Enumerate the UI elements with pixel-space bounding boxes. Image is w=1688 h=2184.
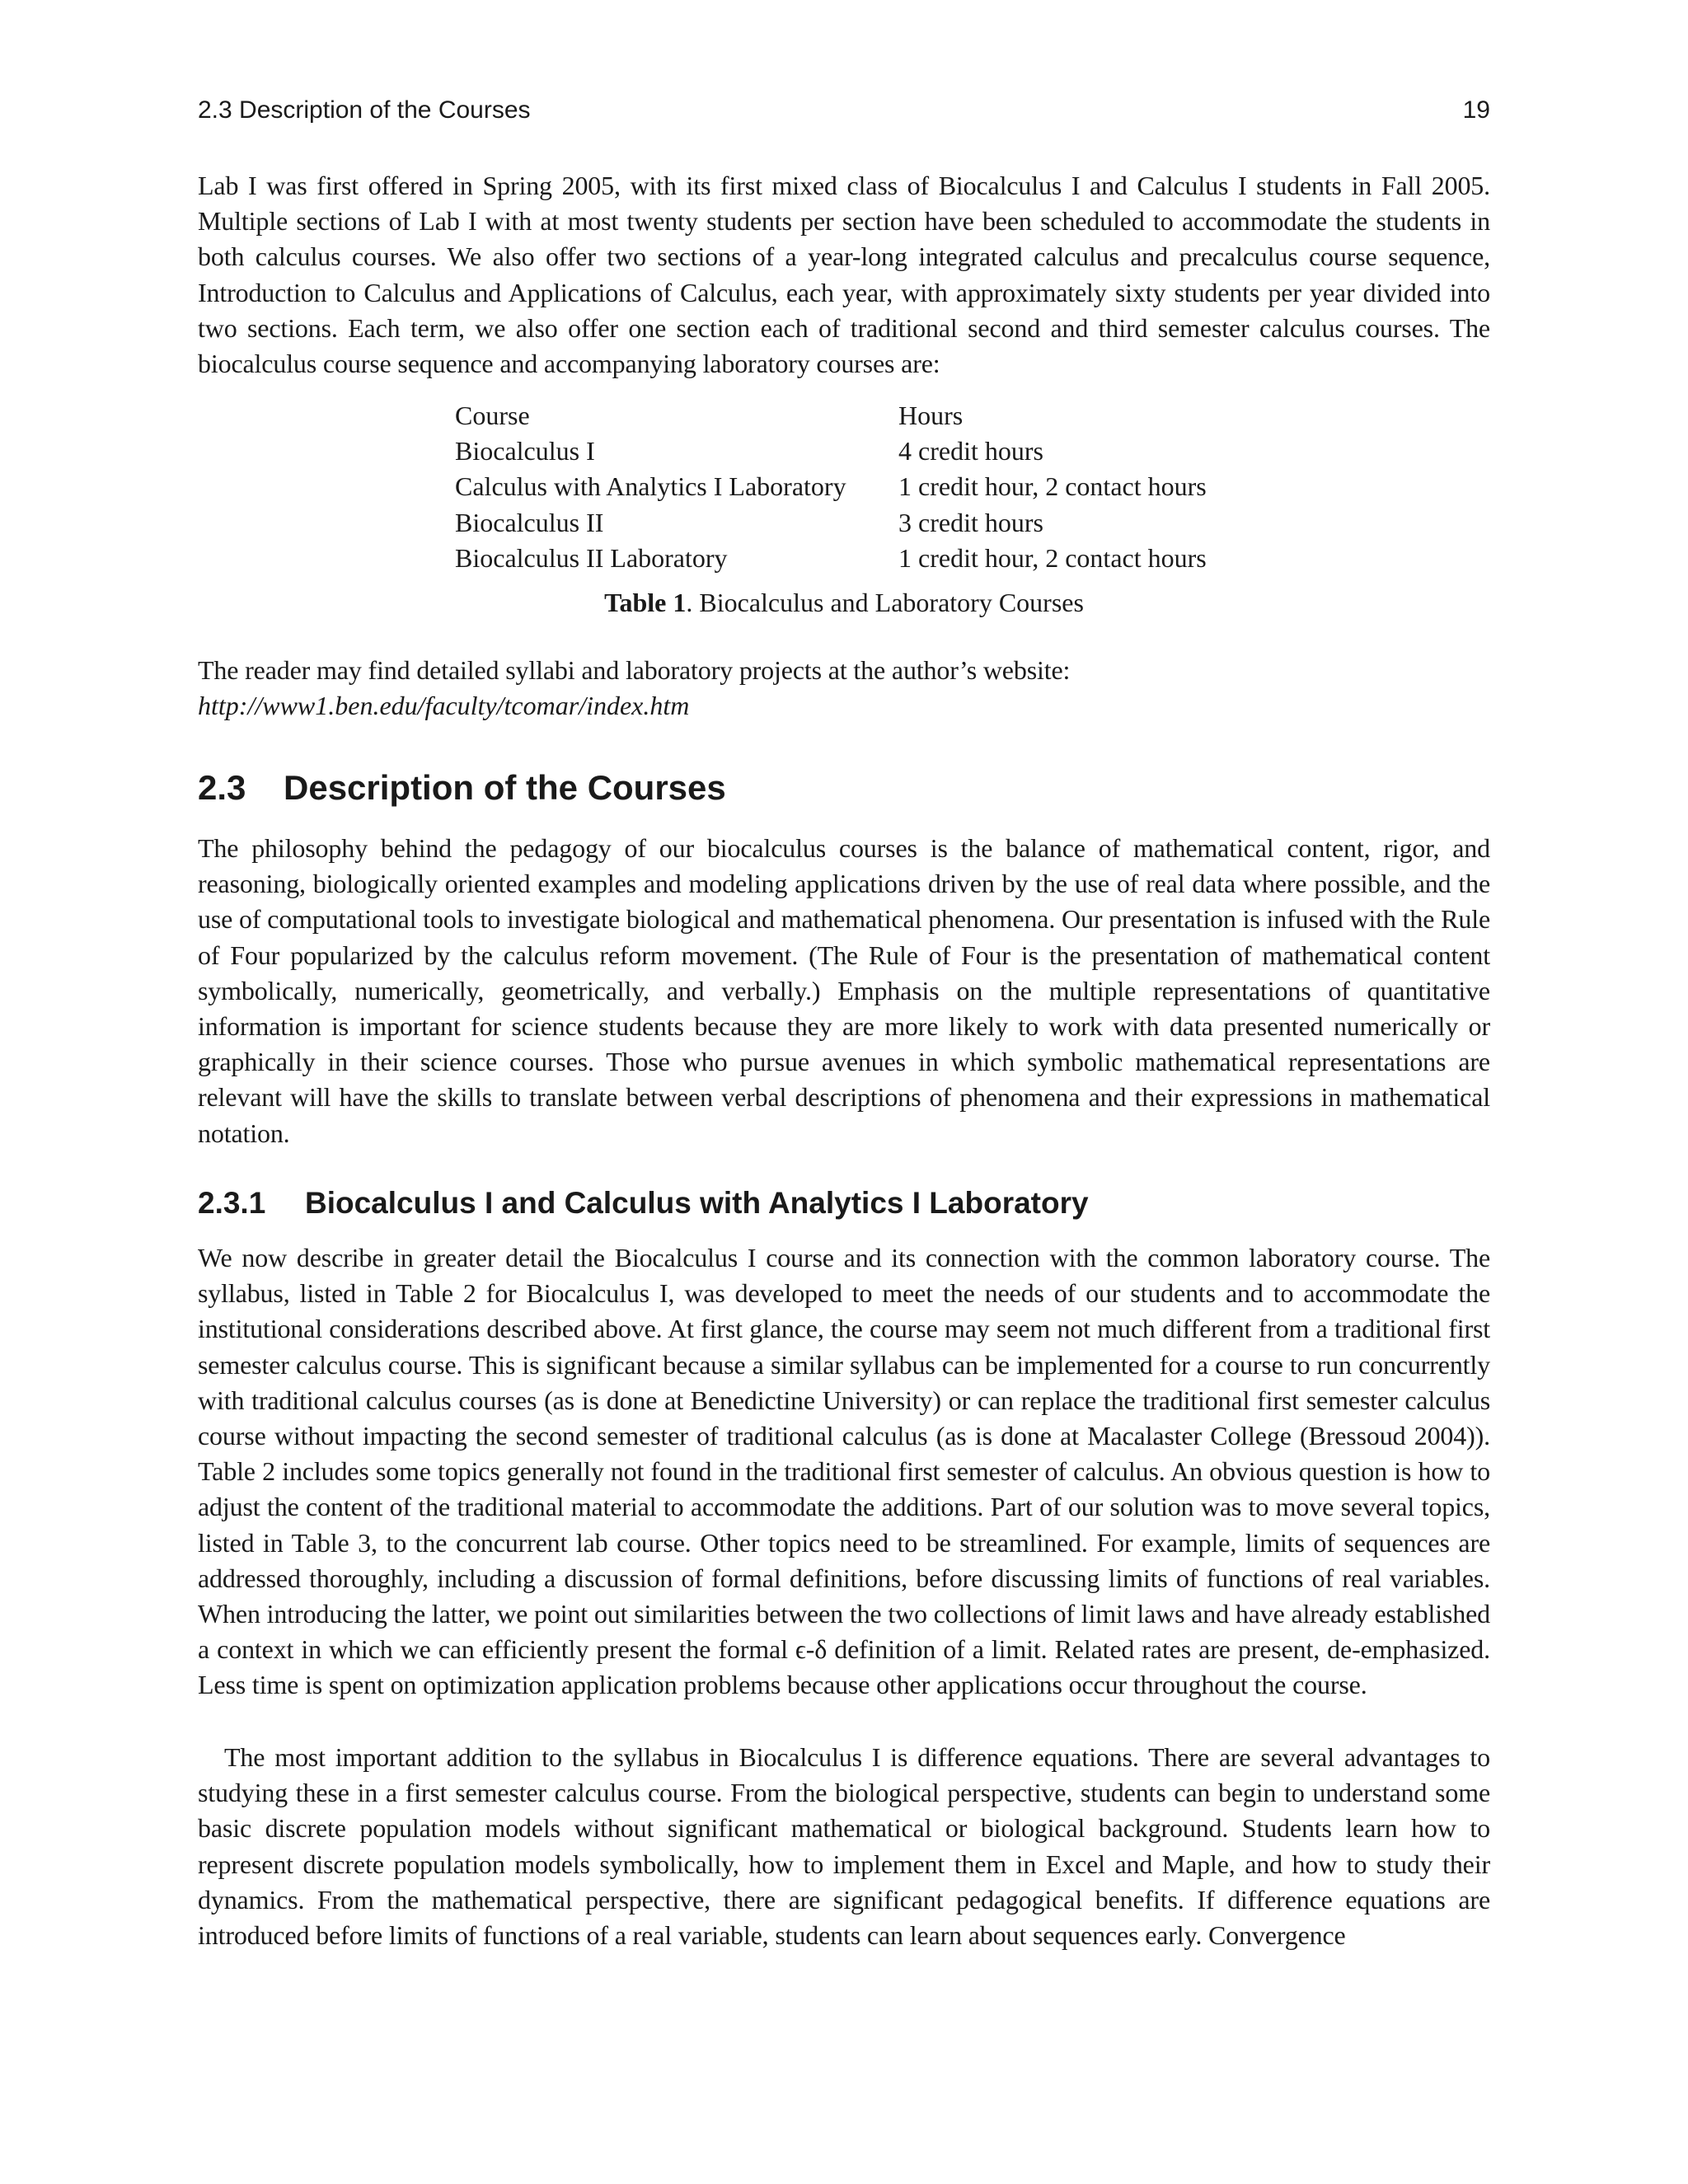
subsection-paragraph-2: The most important addition to the syllabus in Biocalculus I is difference equations. There are several advantages to studying these in a first semester calculus course. From the biological perspective, students can begin to understand some basic discrete population models without significant mathematical or biological background. Students learn how to represent discrete population models symbolically, how to implement them in Excel and Maple, and how to study their dynamics. From the mathematical perspective, there are significant pedagogical benefits. If difference equations are introduced before limits of functions of a real variable, students can learn about sequences early. Convergence — [198, 1742, 1490, 1951]
subsection-heading — [198, 1184, 1089, 1222]
table-cell-hours: 4 credit hours — [898, 436, 1043, 466]
section-number: 2.3 — [198, 768, 246, 807]
table-cell-hours: 1 credit hour, 2 contact hours — [898, 471, 1207, 502]
table-header-course: Course — [455, 401, 530, 430]
intro-paragraph: Lab I was first offered in Spring 2005, with its first mixed class of Biocalculus I and Calculus I students in Fall 2005. Multiple sections of Lab I with at most twenty students per section have been scheduled to accommodate the students in both calculus courses. We also offer two sections of a year-long integrated calculus and precalculus course sequence, Introduction to Calculus and Applications of Calculus, each year, with approximately sixty students per year divided into two sections. Each term, we also offer one section each of traditional second and third semester calculus courses. The biocalculus course sequence and accompanying laboratory courses are: — [198, 171, 1490, 379]
table-row — [455, 505, 1207, 541]
table-header-row — [455, 398, 1207, 434]
table-cell-course: Biocalculus II — [455, 507, 604, 537]
running-head — [198, 94, 1490, 127]
section-title: Description of the Courses — [284, 768, 726, 807]
table-cell-hours: 3 credit hours — [898, 507, 1043, 537]
table-cell-course: Biocalculus II Laboratory — [455, 542, 728, 573]
section-paragraph: The philosophy behind the pedagogy of our biocalculus courses is the balance of mathematical content, rigor, and reasoning, biologically oriented examples and modeling applications driven by the use of real data where possible, and the use of computational tools to investigate biological and mathematical phenomena. Our presentation is infused with the Rule of Four popularized by the calculus reform movement. (The Rule of Four is the presentation of mathematical content symbolically, numerically, geometrically, and verbally.) Emphasis on the multiple representations of quantitative information is important for science students because they are more likely to work with data presented numerically or graphically in their science courses. Those who pursue avenues in which symbolic mathematical representations are relevant will have the skills to translate between verbal descriptions of phenomena and their expressions in mathematical notation. — [198, 833, 1490, 1148]
table-cell-course: Calculus with Analytics I Laboratory — [455, 471, 846, 502]
table-row — [455, 541, 1207, 576]
table-cell-course: Biocalculus I — [455, 436, 595, 466]
running-head-title: 2.3 Description of the Courses — [198, 96, 531, 124]
website-url: http://www1.ben.edu/faculty/tcomar/index.htm — [198, 691, 690, 720]
section-heading — [198, 766, 726, 809]
table-row — [455, 469, 1207, 504]
subsection-title: Biocalculus I and Calculus with Analytics I Laboratory — [305, 1186, 1089, 1220]
subsection-paragraph-1: We now describe in greater detail the Biocalculus I course and its connection with the common laboratory course. The syllabus, listed in Table 2 for Biocalculus I, was developed to meet the needs of our students and to accommodate the institutional considerations described above. At first glance, the course may seem not much different from a traditional first semester calculus course. This is significant because a similar syllabus can be implemented for a course to run concurrently with traditional calculus courses (as is done at Benedictine University) or can replace the traditional first semester calculus course without impacting the second semester of traditional calculus (as is done at Macalaster College (Bressoud 2004)). Table 2 includes some topics generally not found in the traditional first semester of calculus. An obvious question is how to adjust the content of the traditional material to accommodate the additions. Part of our solution was to move several topics, listed in Table 3, to the concurrent lab course. Other topics need to be streamlined. For example, limits of sequences are addressed thoroughly, including a discussion of formal definitions, before discussing limits of functions of real variables. When introducing the latter, we point out similarities between the two collections of limit laws and have already established a context in which we can efficiently present the formal ϵ-δ definition of a limit. Related rates are present, de-emphasized. Less time is spent on optimization application problems because other applications occur throughout the course. — [198, 1243, 1490, 1700]
table-caption — [198, 585, 1490, 621]
subsection-number: 2.3.1 — [198, 1186, 266, 1220]
course-table — [455, 398, 1207, 576]
table-row — [455, 434, 1207, 469]
reader-note: The reader may find detailed syllabi and laboratory projects at the author’s website: — [198, 655, 1071, 685]
page-number: 19 — [1462, 96, 1490, 124]
table-caption-label: Table 1 — [604, 588, 687, 617]
table-header-hours: Hours — [898, 401, 964, 430]
table-cell-hours: 1 credit hour, 2 contact hours — [898, 542, 1207, 573]
table-caption-text: . Biocalculus and Laboratory Courses — [686, 588, 1084, 617]
